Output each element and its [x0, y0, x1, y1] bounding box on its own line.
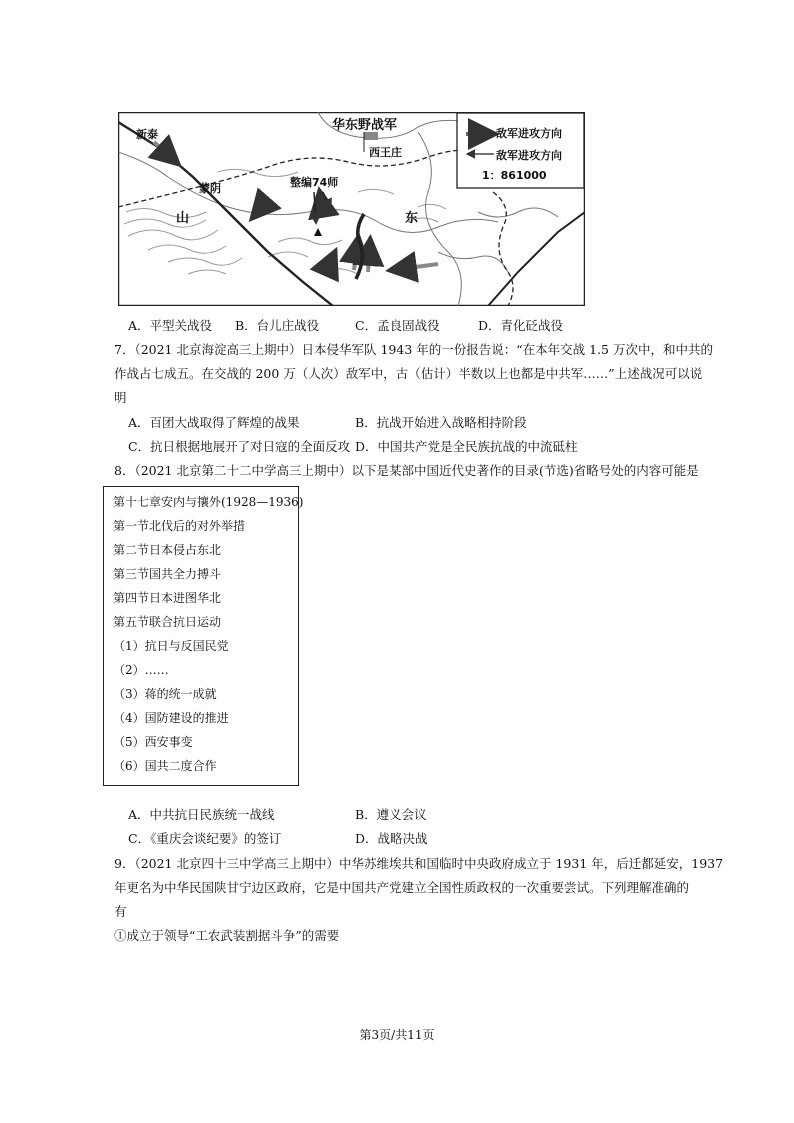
q7-option-c: C．抗日根据地展开了对日寇的全面反攻 — [128, 439, 351, 454]
map-label-xiwangzhuang: 西王庄 — [369, 146, 402, 159]
q6-option-b: B．台儿庄战役 — [235, 318, 320, 333]
toc-row: （3）蒋的统一成就 — [113, 687, 217, 701]
q7-line3: 明 — [114, 390, 127, 405]
q8-option-a: A．中共抗日民族统一战线 — [128, 807, 275, 822]
legend-label-gray: 敌军进攻方向 — [496, 127, 562, 140]
toc-row: 第三节国共全力搏斗 — [113, 567, 222, 581]
q7-option-a: A．百团大战取得了辉煌的战果 — [128, 415, 300, 430]
q8-line1: 8．（2021 北京第二十二中学高三上期中）以下是某部中国近代史著作的目录(节选)省略号处的内容可能是 — [114, 463, 699, 478]
q8-option-b: B．遵义会议 — [355, 807, 427, 822]
q9-line1: 9．（2021 北京四十三中学高三上期中）中华苏维埃共和国临时中央政府成立于 1931 年，后迁都延安，1937 — [114, 856, 724, 871]
q6-option-d: D．青化砭战役 — [478, 318, 564, 333]
toc-row: 第二节日本侵占东北 — [113, 543, 222, 557]
q7-line1: 7．（2021 北京海淀高三上期中）日本侵华军队 1943 年的一份报告说：“在本年交战 1.5 万次中，和中共的 — [114, 342, 713, 357]
toc-row: 第五节联合抗日运动 — [113, 615, 222, 629]
legend-label-black: 敌军进攻方向 — [496, 149, 562, 162]
toc-row: 第一节北伐后的对外举措 — [113, 519, 246, 533]
map-label-shan: 山 — [176, 211, 190, 226]
toc-row: （1）抗日与反国民党 — [113, 639, 229, 653]
toc-row: 第十七章安内与攘外(1928—1936) — [113, 495, 304, 509]
q7-line2: 作战占七成五。在交战的 200 万（人次）敌军中，古（估计）半数以上也都是中共军……”上述战况可以说 — [114, 366, 703, 381]
legend-scale: 1：861000 — [482, 169, 547, 182]
map-label-army: 华东野战军 — [332, 118, 398, 133]
map-label-unit74: 整编74师 — [290, 176, 339, 189]
toc-box — [103, 486, 304, 786]
toc-row: （4）国防建设的推进 — [113, 711, 229, 725]
map-label-xintai: 新泰 — [136, 128, 158, 141]
toc-row: （5）西安事变 — [113, 735, 193, 749]
q9-line4: ①成立于领导“工农武装割据斗争”的需要 — [114, 928, 340, 943]
q7-option-d: D．中国共产党是全民族抗战的中流砥柱 — [355, 439, 578, 454]
q8-option-c: C．《重庆会谈纪要》的签订 — [128, 831, 282, 846]
q6-option-c: C．孟良固战役 — [355, 318, 440, 333]
q8-option-d: D．战略决战 — [355, 831, 428, 846]
battle-map — [118, 112, 585, 306]
toc-row: 第四节日本进图华北 — [113, 591, 222, 605]
toc-row: （2）…… — [113, 663, 169, 677]
map-label-dong: 东 — [405, 211, 419, 226]
flag-icon — [364, 132, 378, 140]
q6-option-a: A．平型关战役 — [128, 318, 213, 333]
toc-row: （6）国共二度合作 — [113, 759, 217, 773]
q9-line2: 年更名为中华民国陕甘宁边区政府，它是中国共产党建立全国性质政权的一次重要尝试。下列理解准确的 — [114, 880, 690, 895]
q9-line3: 有 — [114, 904, 127, 919]
page-number: 第3页/共11页 — [359, 1028, 435, 1042]
map-label-mengyin: 蒙阴 — [199, 182, 221, 195]
q7-option-b: B．抗战开始进入战略相持阶段 — [355, 415, 527, 430]
